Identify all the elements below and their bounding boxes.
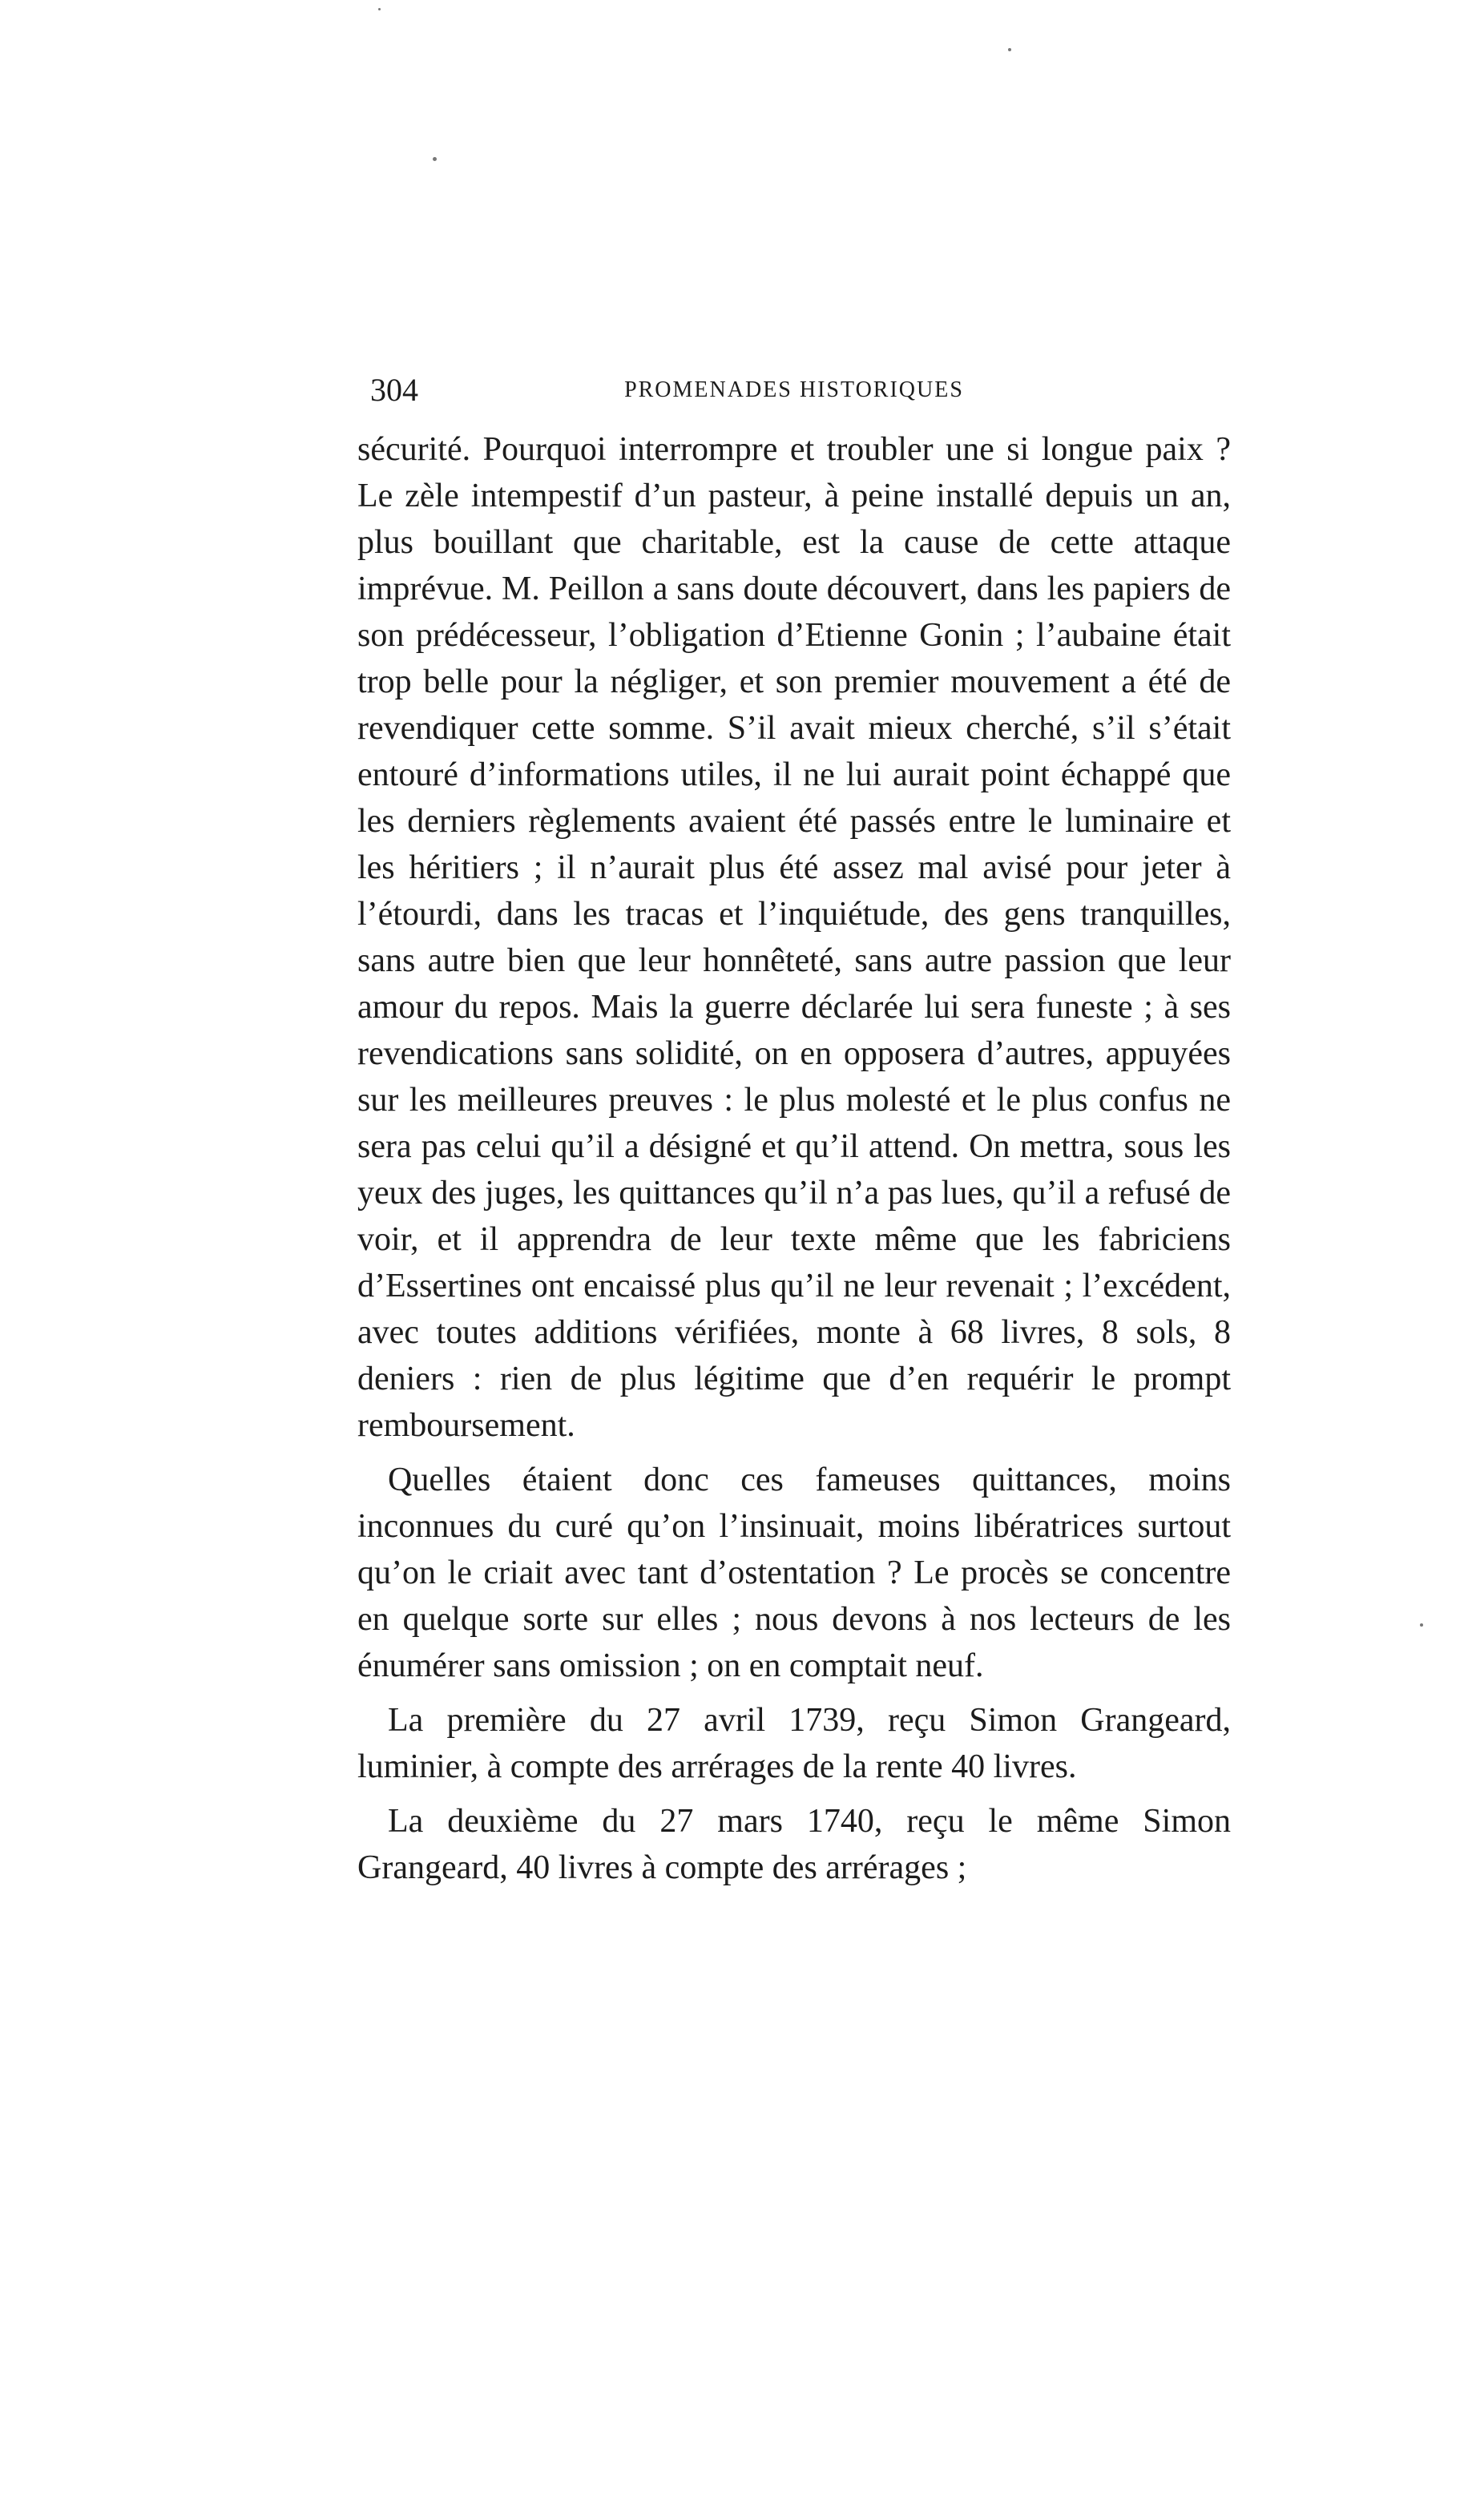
paragraph-1: sécurité. Pourquoi interrompre et troubler une si longue paix ? Le zèle intempestif d’un pasteur, à peine installé depuis un an, plus bouillant que charitable, est la cause de cette attaque imprévue. M. Peillon a sans doute découvert, dans les papiers de son prédécesseur, l’obligation d’Etienne Gonin ; l’aubaine était trop belle pour la négliger, et son premier mouvement a été de revendiquer cette somme. S’il avait mieux cherché, s’il s’était entouré d’informations utiles, il ne lui aurait point échappé que les derniers règlements avaient été passés entre le luminaire et les héritiers ; il n’aurait plus été assez mal avisé pour jeter à l’étourdi, dans les tracas et l’inquiétude, des gens tranquilles, sans autre bien que leur honnêteté, sans autre passion que leur amour du repos. Mais la guerre déclarée lui sera funeste ; à ses revendications sans solidité, on en opposera d’autres, appuyées sur les meilleures preuves : le plus molesté et le plus confus ne sera pas celui qu’il a désigné et qu’il attend. On mettra, sous les yeux des juges, les quittances qu’il n’a pas lues, qu’il a refusé de voir, et il apprendra de leur texte même que les fabriciens d’Essertines ont encaissé plus qu’il ne leur revenait ; l’excédent, avec toutes additions vérifiées, monte à 68 livres, 8 sols, 8 deniers : rien de plus légitime que d’en requérir le prompt remboursement. bbox=[357, 431, 1231, 1444]
paragraph-2: Quelles étaient donc ces fameuses quittances, moins inconnues du curé qu’on l’insinuait, moins libératrices surtout qu’on le criait avec tant d’ostentation ? Le procès se concentre en quelque sorte sur elles ; nous devons à nos lecteurs de les énumérer sans omission ; on en comptait neuf. bbox=[357, 1462, 1231, 1684]
paper-speck bbox=[378, 8, 381, 10]
page-number: 304 bbox=[370, 372, 418, 408]
body-text bbox=[357, 426, 1231, 2013]
running-title: PROMENADES HISTORIQUES bbox=[624, 377, 964, 402]
paper-speck bbox=[433, 157, 437, 161]
running-head bbox=[357, 370, 1231, 410]
paragraph-4: La deuxième du 27 mars 1740, reçu le même Simon Grangeard, 40 livres à compte des arrérages ; bbox=[357, 1803, 1231, 1886]
paper-speck bbox=[1008, 48, 1011, 51]
paper-speck bbox=[1420, 1623, 1423, 1627]
paragraph-3: La première du 27 avril 1739, reçu Simon Grangeard, luminier, à compte des arrérages de la rente 40 livres. bbox=[357, 1702, 1231, 1785]
